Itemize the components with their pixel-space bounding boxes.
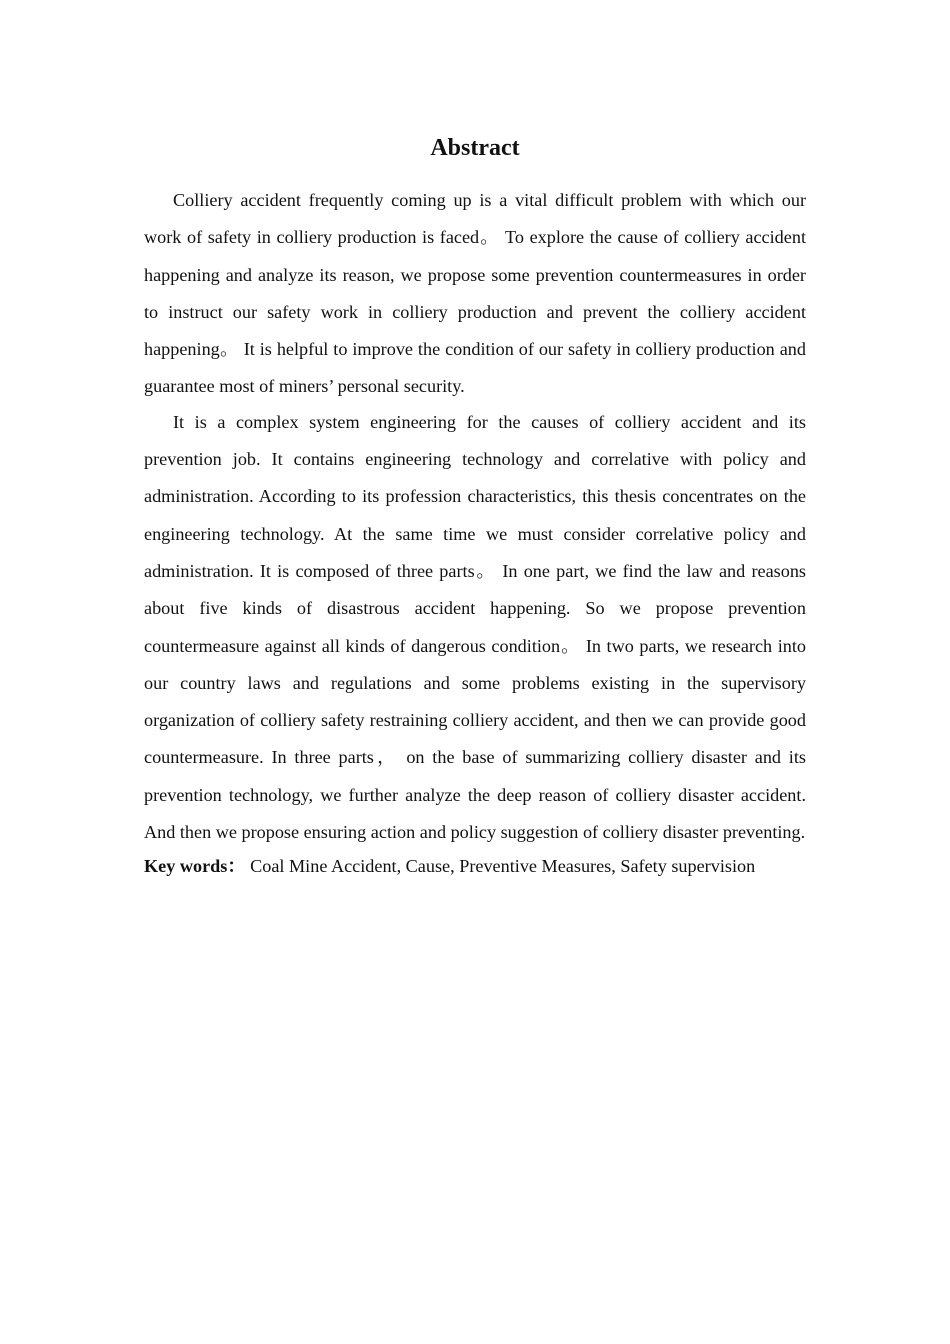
abstract-paragraph-2: It is a complex system engineering for the causes of colliery accident and its prevention job. It contains engineering technology and correlative with policy and administration. According to its profession characteristics, this thesis concentrates on the engineering technology. At the same time we must consider correlative policy and administration. It is composed of three parts。 In one part, we find the law and reasons about five kinds of disastrous accident happening. So we propose prevention countermeasure against all kinds of dangerous condition。 In two parts, we research into our country laws and regulations and some problems existing in the supervisory organization of colliery safety restraining colliery accident, and then we can provide good countermeasure. In three parts， on the base of summarizing colliery disaster and its prevention technology, we further analyze the deep reason of colliery disaster accident. And then we propose ensuring action and policy suggestion of colliery disaster preventing.	[144, 411, 806, 843]
abstract-paragraph-1: Colliery accident frequently coming up is a vital difficult problem with which our work of safety in colliery production is faced。 To explore the cause of colliery accident happening and analyze its reason, we propose some prevention countermeasures in order to instruct our safety work in colliery production and prevent the colliery accident happening。 It is helpful to improve the condition of our safety in colliery production and guarantee most of miners’ personal security.	[144, 190, 806, 397]
keywords-label: Key words	[144, 856, 228, 877]
abstract-section	[144, 128, 806, 886]
keywords-separator: ：	[227, 856, 246, 877]
page-title: Abstract	[430, 135, 520, 161]
keywords-line	[144, 848, 806, 885]
keywords-text: Coal Mine Accident, Cause, Preventive Measures, Safety supervision	[250, 856, 756, 877]
